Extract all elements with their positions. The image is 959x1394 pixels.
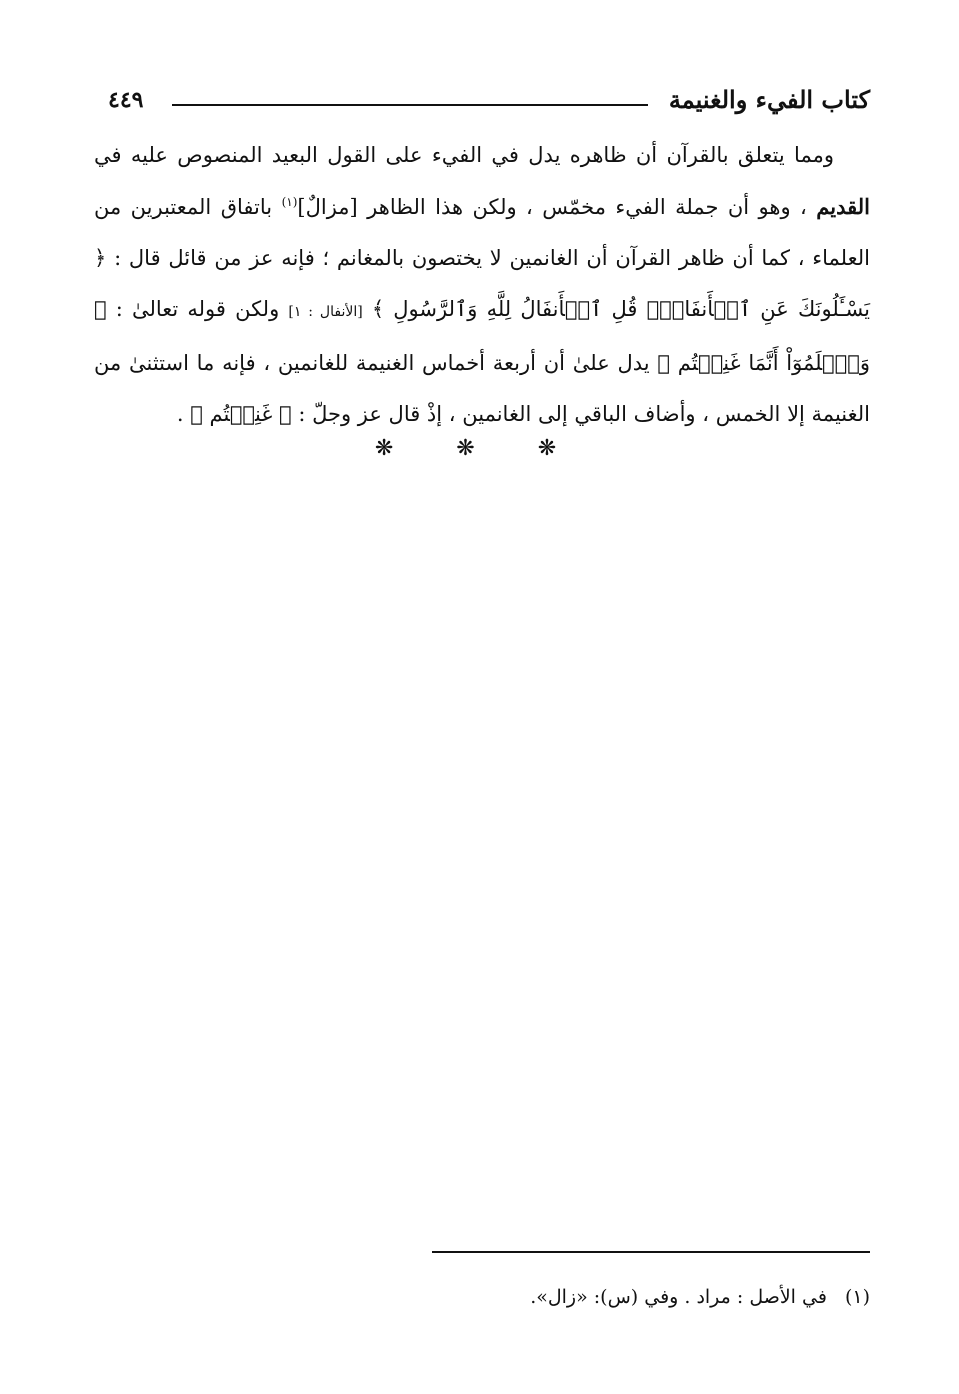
page-number: ٤٤٩ (108, 87, 144, 113)
page-header (108, 82, 870, 118)
chapter-title: كتاب الفيء والغنيمة (668, 85, 870, 114)
text-segment: . (176, 402, 184, 426)
bold-term: القديم (816, 194, 870, 219)
text-segment: ، وهو أن جملة الفيء مخمّس ، ولكن هذا الظاهر [مزالٌ] (297, 195, 807, 219)
footnote (94, 1282, 870, 1312)
footnote-rule (432, 1251, 870, 1253)
quran-quote: ﴿ وَٱعۡلَمُوٓاْ أَنَّمَا غَنِمۡتُم ﴾ (94, 297, 871, 375)
header-rule (172, 104, 648, 106)
footnote-number: (١) (844, 1286, 870, 1308)
paragraph (94, 130, 870, 440)
section-separator: ❋ ❋ ❋ (374, 436, 585, 461)
footnote-reference[interactable]: (١) (281, 195, 298, 209)
main-paragraph (94, 130, 870, 440)
text-segment: ولكن قوله تعالىٰ : (115, 297, 280, 321)
quran-quote: ﴿ غَنِمۡتُم ﴾ (190, 402, 292, 426)
footnote-text: في الأصل : مراد . وفي (س): «زال». (530, 1286, 827, 1308)
text-segment: يدل علىٰ أن أربعة أخماس الغنيمة للغانمين ، فإنه ما استثنىٰ من الغنيمة إلا الخمس ، وأضاف الباقي إلى الغانمين ، إذْ قال عز وجلّ : (94, 351, 870, 426)
text-segment: باتفاق المعتبرين من العلماء ، كما أن ظاهر القرآن أن الغانمين لا يختصون بالمغانم ؛ فإنه عز من قائل قال : (94, 195, 870, 270)
quran-reference: [الأنفال : ١] (288, 304, 363, 320)
text-segment: ومما يتعلق بالقرآن أن ظاهره يدل في الفيء على القول البعيد المنصوص عليه في (94, 143, 834, 167)
quran-quote: ﴿ يَسْـَٔلُونَكَ عَنِ ٱلۡأَنفَالِۖ قُلِ ٱلۡأَنفَالُ لِلَّهِ وَٱلرَّسُولِ ﴾ (94, 246, 871, 321)
